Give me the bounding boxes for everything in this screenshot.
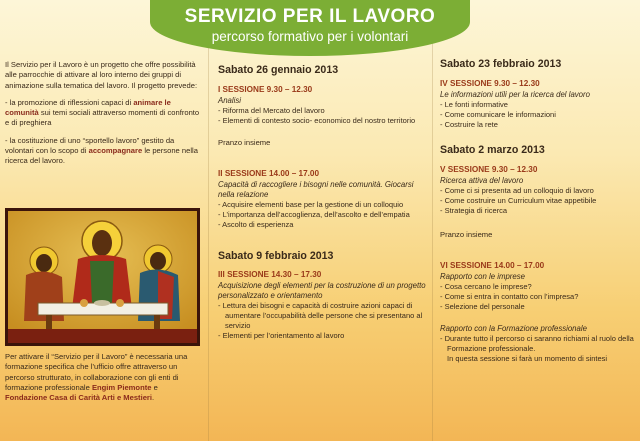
item1-bold: animare le comunità — [5, 97, 171, 118]
session-6-item: - Come si entra in contatto con l’impresa? — [440, 292, 579, 301]
item1-text: - la promozione di riflessioni capaci di — [5, 97, 134, 107]
session-1-item: - Elementi di contesto socio- economico del nostro territorio — [218, 116, 416, 125]
session-4-subtitle: Le informazioni utili per la ricerca del lavoro — [440, 90, 590, 99]
intro-text: Il Servizio per il Lavoro è un progetto che offre possibilità alle parrocchie di attivare al loro interno dei gruppi di animazione sulla tematica del lavoro. Il progetto prevede: — [5, 60, 198, 90]
item2-bold: accompagnare — [88, 146, 143, 156]
session-7-subtitle: Rapporto con la Formazione professionale — [440, 324, 587, 333]
page-title: SERVIZIO PER IL LAVORO — [184, 6, 436, 27]
session-6-item: - Cosa cercano le imprese? — [440, 282, 532, 291]
date-heading-3: Sabato 23 febbraio 2013 — [440, 58, 562, 70]
session-4-item: - Le fonti informative — [440, 100, 508, 109]
bottom-note-org-1: Engim Piemonte — [91, 382, 152, 392]
lunch-note-2: Pranzo insieme — [440, 230, 493, 239]
page-subtitle: percorso formativo per i volontari — [211, 29, 409, 44]
date-heading-1: Sabato 26 gennaio 2013 — [218, 64, 339, 76]
session-5-item: - Strategia di ricerca — [440, 206, 508, 215]
session-5-subtitle: Ricerca attiva del lavoro — [440, 176, 524, 185]
lunch-note-1: Pranzo insieme — [218, 138, 271, 147]
session-4-title: IV SESSIONE 9.30 – 12.30 — [440, 79, 540, 88]
session-3-item: - Elementi per l’orientamento al lavoro — [218, 331, 345, 340]
session-5-title: V SESSIONE 9.30 – 12.30 — [440, 165, 538, 174]
intro-item-1 — [5, 98, 201, 129]
item2-text-end: le persone nella ricerca del lavoro. — [5, 146, 198, 166]
bottom-note-org-2: Fondazione Casa di Carità Arti e Mestieri — [5, 393, 152, 403]
session-1-subtitle: Analisi — [218, 96, 241, 105]
session-6-item: - Selezione del personale — [440, 302, 525, 311]
bottom-note-end: . — [152, 393, 155, 403]
item2-text: - la costituzione di uno “sportello lavoro” gestito da volontari con lo scopo di — [5, 135, 175, 156]
fold-line-left — [208, 0, 209, 441]
intro-item-2 — [5, 136, 201, 167]
session-5-item: - Come ci si presenta ad un colloquio di lavoro — [440, 186, 594, 195]
session-3-item: - Lettura dei bisogni e capacità di costruire azioni capaci di aumentare l’occupabilità delle persone che si presentano al servizio — [218, 301, 423, 330]
right-column — [440, 58, 635, 364]
date-heading-2: Sabato 9 febbraio 2013 — [218, 250, 334, 262]
session-6-subtitle: Rapporto con le imprese — [440, 272, 525, 281]
session-4-item: - Come comunicare le informazioni — [440, 110, 556, 119]
session-6-title: VI SESSIONE 14.00 – 17.00 — [440, 261, 545, 270]
bottom-note-and: e — [151, 382, 158, 392]
session-5-item: - Come costruire un Curriculum vitae appetibile — [440, 196, 597, 205]
date-heading-4: Sabato 2 marzo 2013 — [440, 144, 545, 156]
session-7-item: - Durante tutto il percorso ci saranno richiami al ruolo della Formazione professionale. — [440, 334, 634, 353]
session-2-subtitle: Capacità di raccogliere i bisogni nelle comunità. Giocarsi nella relazione — [218, 180, 414, 199]
session-2-item: - Ascolto di esperienza — [218, 220, 294, 229]
middle-column — [218, 64, 432, 341]
religious-icon-image — [5, 208, 200, 346]
session-3-title: III SESSIONE 14.30 – 17.30 — [218, 270, 322, 279]
session-2-title: II SESSIONE 14.00 – 17.00 — [218, 169, 320, 178]
header-banner — [150, 0, 470, 56]
session-4-item: - Costruire la rete — [440, 120, 498, 129]
session-2-item: - L’importanza dell’accoglienza, dell’ascolto e dell’empatia — [218, 210, 410, 219]
session-7-item: In questa sessione si farà un momento di sintesi — [447, 354, 608, 363]
fold-line-right — [432, 0, 433, 441]
session-1-item: - Riforma del Mercato del lavoro — [218, 106, 325, 115]
session-3-subtitle: Acquisizione degli elementi per la costruzione di un progetto personalizzato e orientamento — [218, 281, 426, 300]
item1-text-end: sui temi sociali attraverso momenti di confronto e di preghiera — [5, 108, 200, 128]
bottom-note-text: Per attivare il “Servizio per il Lavoro” è necessaria una formazione specifica che l’ufficio offre attraverso un percorso strutturato, in collaborazione con gli enti di formazione professionale — [5, 352, 188, 392]
session-2-item: - Acquisire elementi base per la gestione di un colloquio — [218, 200, 404, 209]
emmaus-icon — [8, 211, 197, 343]
left-column — [5, 60, 201, 174]
session-1-title: I SESSIONE 9.30 – 12.30 — [218, 85, 313, 94]
bottom-note — [5, 352, 201, 403]
